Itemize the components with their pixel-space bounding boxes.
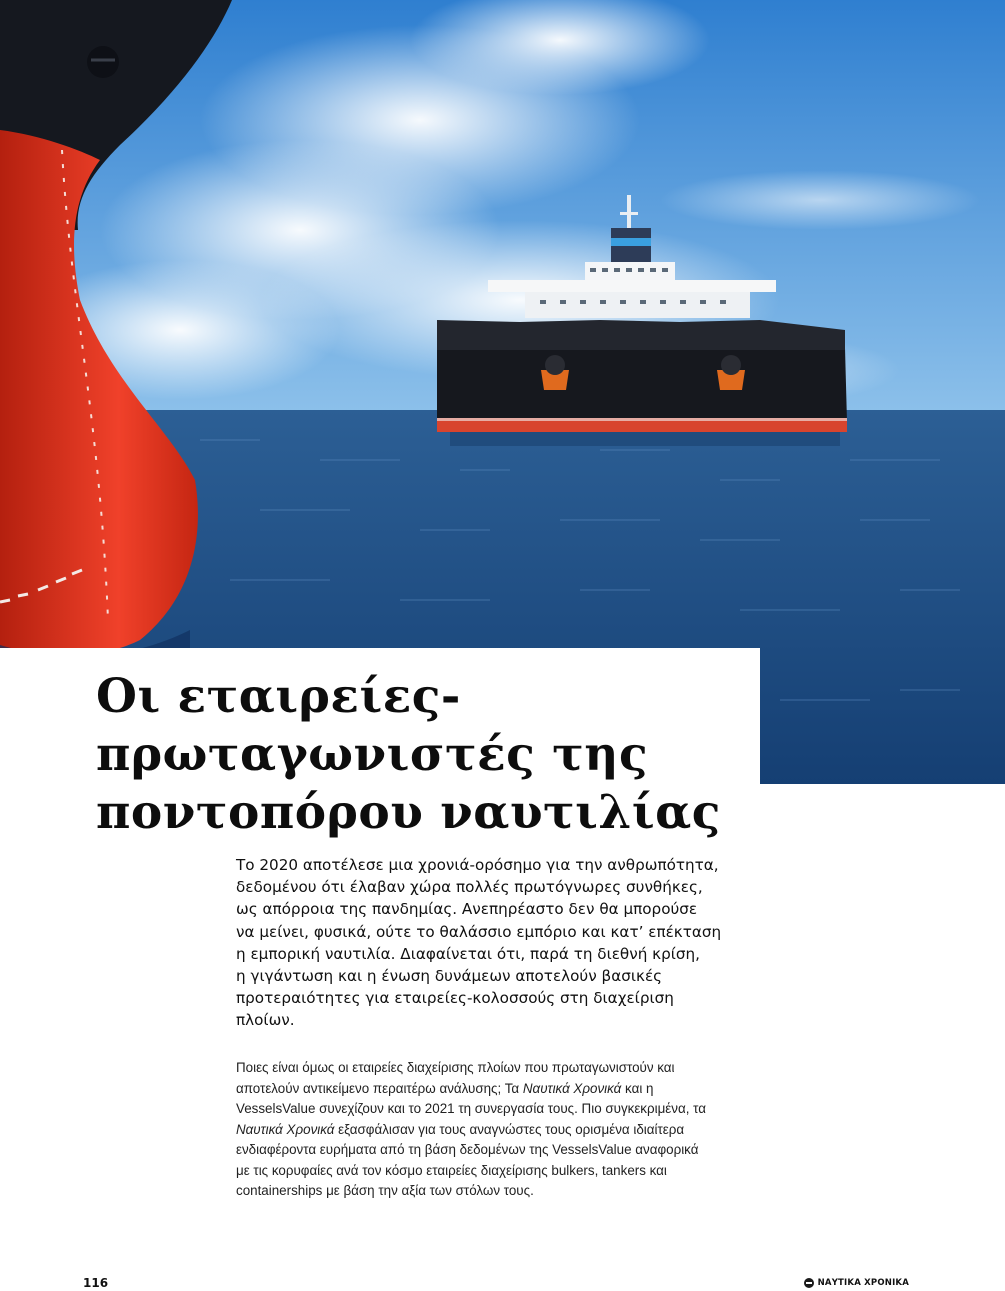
lead-line: Το 2020 αποτέλεσε μια χρονιά-ορόσημο για την ανθρωπότητα,	[236, 856, 719, 874]
publication-name: Ναυτικά Χρονικά	[236, 1121, 335, 1137]
lead-line: η εμπορική ναυτιλία. Διαφαίνεται ότι, παρά τη διεθνή κρίση,	[236, 944, 700, 963]
body-text-segment: εξασφάλισαν για τους αναγνώστες τους ορισμένα ιδιαίτερα	[334, 1121, 685, 1137]
body-line	[236, 1120, 742, 1141]
body-line: με τις κορυφαίες ανά τον κόσμο εταιρείες διαχείρισης bulkers, tankers και	[236, 1162, 667, 1178]
body-line: VesselsValue συνεχίζουν και το 2021 τη συνεργασία τους. Πιο συγκεκριμένα, τα	[236, 1101, 706, 1116]
body-line	[236, 1079, 742, 1100]
title-line-2: πρωταγωνιστές της	[96, 727, 649, 782]
body-line: ενδιαφέροντα ευρήματα από τη βάση δεδομένων της VesselsValue αναφορικά	[236, 1142, 699, 1157]
footer-brand	[804, 1278, 909, 1288]
body-text-segment: αποτελούν αντικείμενο περαιτέρω ανάλυσης; Τα	[236, 1080, 523, 1096]
lead-line: να μείνει, φυσικά, ούτε το θαλάσσιο εμπόριο και κατ’ επέκταση	[236, 922, 722, 941]
publication-name: Ναυτικά Χρονικά	[522, 1080, 622, 1096]
title-line-3: ποντοπόρου ναυτιλίας	[96, 785, 721, 840]
page-number: 116	[83, 1276, 109, 1290]
lead-line: η γιγάντωση και η ένωση δυνάμεων αποτελούν βασικές	[236, 967, 663, 986]
title-line-1: Οι εταιρείες-	[96, 669, 461, 724]
body-line: Ποιες είναι όμως οι εταιρείες διαχείρισης πλοίων που πρωταγωνιστούν και	[236, 1060, 675, 1075]
lead-line: δεδομένου ότι έλαβαν χώρα πολλές πρωτόγνωρες συνθήκες,	[236, 878, 703, 897]
article-title	[96, 668, 756, 842]
body-line: containerships με βάση την αξία των στόλων τους.	[236, 1183, 534, 1198]
lead-line: προτεραιότητες για εταιρείες-κολοσσούς στη διαχείριση	[236, 989, 674, 1008]
brand-name: ΝΑΥΤΙΚΑ ΧΡΟΝΙΚΑ	[817, 1278, 909, 1288]
brand-logo-icon	[804, 1278, 814, 1288]
body-text-segment: και η	[621, 1080, 654, 1096]
lead-line: ως απόρροια της πανδημίας. Ανεπηρέαστο δεν θα μπορούσε	[236, 900, 698, 919]
lead-line: πλοίων.	[236, 1011, 295, 1030]
body-paragraph	[236, 1058, 742, 1202]
lead-paragraph	[236, 854, 740, 1032]
